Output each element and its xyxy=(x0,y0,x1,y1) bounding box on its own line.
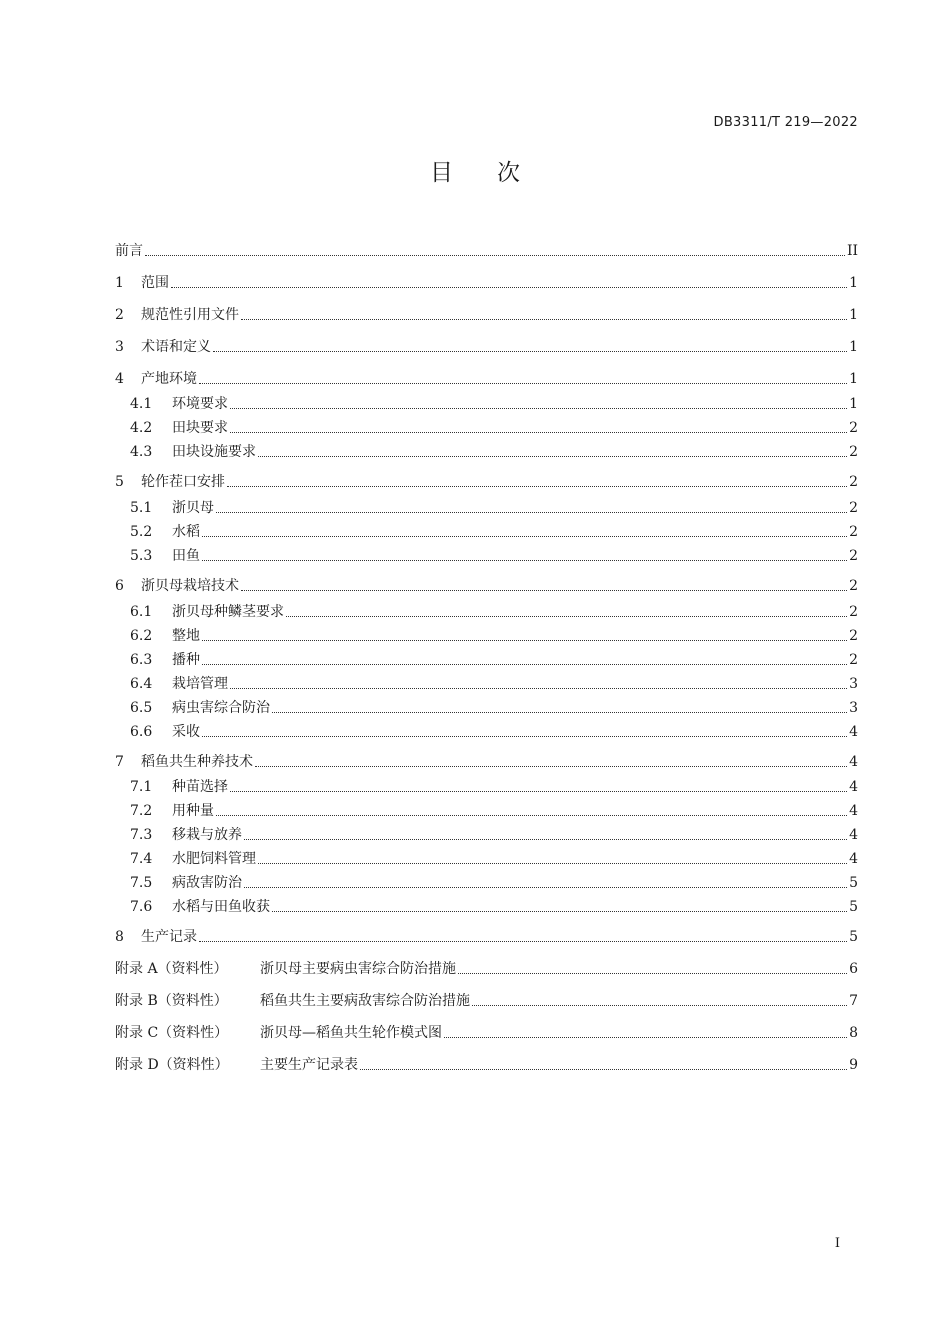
toc-entry-page: 4 xyxy=(849,851,858,867)
toc-entry-page: 5 xyxy=(849,899,858,915)
toc-entry-label: 种苗选择 xyxy=(172,779,228,795)
toc-entry-page: 2 xyxy=(849,420,858,436)
toc-entry-number: 7.5 xyxy=(130,875,153,891)
toc-appendix-number: 附录 A（资料性） xyxy=(115,961,228,977)
toc-entry-label: 浙贝母主要病虫害综合防治措施 xyxy=(260,961,456,977)
toc-entry-label: 主要生产记录表 xyxy=(260,1057,358,1073)
toc-leader-dots xyxy=(216,512,847,513)
toc-entry-label: 规范性引用文件 xyxy=(141,307,239,323)
toc-leader-dots xyxy=(258,863,847,864)
toc-entry-label: 用种量 xyxy=(172,803,214,819)
toc-appendix-entry[interactable] xyxy=(115,992,858,1010)
toc-leader-dots xyxy=(258,456,847,457)
toc-subentry[interactable] xyxy=(130,419,858,437)
toc-entry-page: 1 xyxy=(849,275,858,291)
toc-leader-dots xyxy=(230,408,847,409)
toc-entry[interactable] xyxy=(115,928,858,946)
toc-entry-label: 浙贝母栽培技术 xyxy=(141,578,239,594)
toc-subentry[interactable] xyxy=(130,603,858,621)
toc-entry-page: 8 xyxy=(849,1025,858,1041)
toc-entry-page: 4 xyxy=(849,803,858,819)
toc-leader-dots xyxy=(272,911,847,912)
toc-subentry[interactable] xyxy=(130,443,858,461)
toc-entry-page: 9 xyxy=(849,1057,858,1073)
toc-entry-number: 6.1 xyxy=(130,604,153,620)
toc-subentry[interactable] xyxy=(130,523,858,541)
toc-leader-dots xyxy=(202,536,847,537)
toc-entry-number: 6.3 xyxy=(130,652,153,668)
toc-entry-page: 4 xyxy=(849,779,858,795)
toc-entry-page: 7 xyxy=(849,993,858,1009)
document-code: DB3311/T 219—2022 xyxy=(713,115,858,130)
toc-entry-page: 5 xyxy=(849,875,858,891)
toc-subentry[interactable] xyxy=(130,675,858,693)
toc-entry-label: 病敌害防治 xyxy=(172,875,242,891)
toc-leader-dots xyxy=(202,736,847,737)
toc-entry[interactable] xyxy=(115,473,858,491)
toc-leader-dots xyxy=(360,1069,847,1070)
toc-entry-page: II xyxy=(846,243,858,259)
toc-entry[interactable] xyxy=(115,306,858,324)
toc-entry-number: 6.5 xyxy=(130,700,153,716)
toc-entry[interactable] xyxy=(115,338,858,356)
toc-leader-dots xyxy=(199,941,847,942)
toc-entry-number: 7.6 xyxy=(130,899,153,915)
toc-entry[interactable] xyxy=(115,577,858,595)
toc-entry-page: 4 xyxy=(849,724,858,740)
toc-entry-page: 1 xyxy=(849,396,858,412)
toc-entry[interactable] xyxy=(115,242,858,260)
toc-subentry[interactable] xyxy=(130,874,858,892)
footer-page-number: I xyxy=(834,1236,840,1251)
toc-subentry[interactable] xyxy=(130,898,858,916)
toc-appendix-entry[interactable] xyxy=(115,1056,858,1074)
toc-entry-number: 6 xyxy=(115,578,124,594)
toc-leader-dots xyxy=(241,590,847,591)
toc-entry-page: 6 xyxy=(849,961,858,977)
toc-entry-page: 3 xyxy=(849,676,858,692)
toc-subentry[interactable] xyxy=(130,699,858,717)
toc-entry-page: 2 xyxy=(849,500,858,516)
toc-entry-number: 7.1 xyxy=(130,779,153,795)
toc-entry-number: 5.1 xyxy=(130,500,153,516)
toc-entry-number: 7.4 xyxy=(130,851,153,867)
toc-leader-dots xyxy=(472,1005,847,1006)
toc-entry[interactable] xyxy=(115,274,858,292)
toc-entry-page: 1 xyxy=(849,339,858,355)
toc-subentry[interactable] xyxy=(130,499,858,517)
toc-entry-page: 4 xyxy=(849,754,858,770)
toc-entry-label: 术语和定义 xyxy=(141,339,211,355)
toc-subentry[interactable] xyxy=(130,826,858,844)
toc-entry-label: 移栽与放养 xyxy=(172,827,242,843)
toc-entry-label: 病虫害综合防治 xyxy=(172,700,270,716)
toc-leader-dots xyxy=(171,287,847,288)
toc-leader-dots xyxy=(199,383,847,384)
toc-appendix-entry[interactable] xyxy=(115,1024,858,1042)
toc-entry-page: 2 xyxy=(849,474,858,490)
toc-subentry[interactable] xyxy=(130,395,858,413)
toc-entry-page: 3 xyxy=(849,700,858,716)
toc-entry-number: 5.3 xyxy=(130,548,153,564)
toc-leader-dots xyxy=(444,1037,847,1038)
toc-leader-dots xyxy=(286,616,847,617)
toc-entry-page: 5 xyxy=(849,929,858,945)
toc-entry-label: 生产记录 xyxy=(141,929,197,945)
toc-entry-number: 4 xyxy=(115,371,124,387)
toc-entry-label: 田块要求 xyxy=(172,420,228,436)
toc-entry-label: 播种 xyxy=(172,652,200,668)
toc-entry-label: 浙贝母种鳞茎要求 xyxy=(172,604,284,620)
toc-entry-page: 2 xyxy=(849,604,858,620)
toc-entry-page: 1 xyxy=(849,307,858,323)
toc-entry-number: 5 xyxy=(115,474,124,490)
toc-entry-number: 8 xyxy=(115,929,124,945)
toc-entry-page: 1 xyxy=(849,371,858,387)
toc-leader-dots xyxy=(145,255,845,256)
toc-subentry[interactable] xyxy=(130,651,858,669)
toc-entry[interactable] xyxy=(115,370,858,388)
toc-entry-label: 田块设施要求 xyxy=(172,444,256,460)
toc-subentry[interactable] xyxy=(130,547,858,565)
toc-leader-dots xyxy=(272,712,847,713)
toc-entry-label: 产地环境 xyxy=(141,371,197,387)
toc-entry-number: 1 xyxy=(115,275,124,291)
toc-leader-dots xyxy=(216,815,847,816)
toc-leader-dots xyxy=(202,560,847,561)
toc-entry-page: 4 xyxy=(849,827,858,843)
toc-entry-number: 6.6 xyxy=(130,724,153,740)
toc-entry-label: 范围 xyxy=(141,275,169,291)
toc-leader-dots xyxy=(244,839,847,840)
toc-appendix-number: 附录 C（资料性） xyxy=(115,1025,229,1041)
toc-entry-number: 4.1 xyxy=(130,396,153,412)
toc-entry-page: 2 xyxy=(849,444,858,460)
toc-subentry[interactable] xyxy=(130,850,858,868)
toc-entry-page: 2 xyxy=(849,578,858,594)
toc-entry-label: 环境要求 xyxy=(172,396,228,412)
page-title-part-2: 次 xyxy=(497,160,520,186)
toc-subentry[interactable] xyxy=(130,802,858,820)
toc-entry-label: 稻鱼共生主要病敌害综合防治措施 xyxy=(260,993,470,1009)
toc-appendix-number: 附录 D（资料性） xyxy=(115,1057,229,1073)
toc-entry-label: 水稻与田鱼收获 xyxy=(172,899,270,915)
toc-entry-page: 2 xyxy=(849,628,858,644)
toc-leader-dots xyxy=(230,791,847,792)
page-title-part-1: 目 xyxy=(430,160,453,186)
toc-appendix-number: 附录 B（资料性） xyxy=(115,993,228,1009)
toc-entry-number: 2 xyxy=(115,307,124,323)
toc-entry-label: 水稻 xyxy=(172,524,200,540)
toc-entry-number: 6.2 xyxy=(130,628,153,644)
toc-entry-page: 2 xyxy=(849,548,858,564)
toc-leader-dots xyxy=(227,486,847,487)
toc-leader-dots xyxy=(202,664,847,665)
toc-leader-dots xyxy=(458,973,847,974)
toc-entry-number: 6.4 xyxy=(130,676,153,692)
toc-entry-page: 2 xyxy=(849,652,858,668)
toc-entry-number: 3 xyxy=(115,339,124,355)
toc-leader-dots xyxy=(244,887,847,888)
toc-appendix-entry[interactable] xyxy=(115,960,858,978)
toc-leader-dots xyxy=(230,688,847,689)
toc-entry-number: 7 xyxy=(115,754,124,770)
toc-entry-page: 2 xyxy=(849,524,858,540)
toc-entry[interactable] xyxy=(115,753,858,771)
toc-entry-number: 5.2 xyxy=(130,524,153,540)
toc-entry-label: 前言 xyxy=(115,243,143,259)
toc-entry-label: 栽培管理 xyxy=(172,676,228,692)
toc-entry-label: 整地 xyxy=(172,628,200,644)
toc-entry-number: 4.2 xyxy=(130,420,153,436)
table-of-contents xyxy=(115,0,858,1200)
toc-entry-label: 浙贝母—稻鱼共生轮作模式图 xyxy=(260,1025,442,1041)
toc-entry-number: 4.3 xyxy=(130,444,153,460)
toc-entry-label: 田鱼 xyxy=(172,548,200,564)
toc-leader-dots xyxy=(213,351,847,352)
toc-leader-dots xyxy=(255,766,847,767)
toc-subentry[interactable] xyxy=(130,723,858,741)
toc-entry-label: 稻鱼共生种养技术 xyxy=(141,754,253,770)
toc-leader-dots xyxy=(241,319,847,320)
toc-entry-label: 水肥饲料管理 xyxy=(172,851,256,867)
toc-subentry[interactable] xyxy=(130,778,858,796)
toc-entry-label: 采收 xyxy=(172,724,200,740)
toc-entry-number: 7.2 xyxy=(130,803,153,819)
toc-leader-dots xyxy=(202,640,847,641)
toc-subentry[interactable] xyxy=(130,627,858,645)
toc-entry-number: 7.3 xyxy=(130,827,153,843)
toc-leader-dots xyxy=(230,432,847,433)
toc-entry-label: 浙贝母 xyxy=(172,500,214,516)
toc-entry-label: 轮作茬口安排 xyxy=(141,474,225,490)
